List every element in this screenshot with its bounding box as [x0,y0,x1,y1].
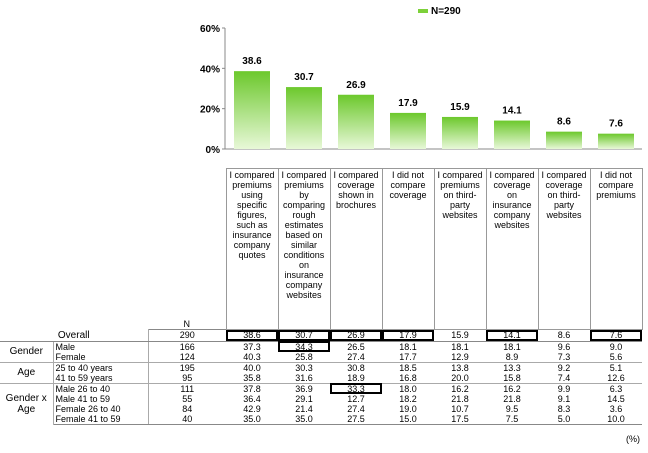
row-n-value: 95 [182,372,193,383]
bar [442,117,478,149]
row-value-cell: 8.9 [505,351,519,362]
table-row [0,414,642,425]
table-row [0,373,642,384]
row-sub-label: Female 26 to 40 [53,404,148,414]
row-group-label: Age [0,362,53,383]
bar [546,132,582,149]
row-value-cell: 29.1 [295,393,313,404]
bar-value-label: 30.7 [294,72,314,84]
row-value-cell: 15.8 [503,372,521,383]
row-value-cell: 7.4 [557,372,571,383]
row-value-cell: 20.0 [451,372,469,383]
row-value-cell: 5.6 [609,351,623,362]
row-value-cell: 13.3 [486,362,538,373]
row-value-cell: 36.4 [243,393,261,404]
y-tick-label: 0% [205,145,220,156]
row-value-cell: 37.3 [226,341,278,352]
bar [390,113,426,149]
column-header: I compared coverage shown in brochures [330,169,382,330]
row-value-cell: 17.7 [399,351,417,362]
row-value-cell: 6.3 [590,383,642,394]
row-value-cell: 9.5 [505,403,519,414]
bar [286,87,322,149]
row-sub-label: 41 to 59 years [53,373,148,384]
column-header: I compared coverage on third-party websites [538,169,590,330]
row-value-cell: 26.5 [330,341,382,352]
bar-value-label: 15.9 [450,101,470,113]
row-value-cell: 26.9 [330,330,382,342]
row-value-cell: 35.0 [278,414,330,425]
row-value-cell: 16.2 [434,383,486,394]
row-value-cell: 18.1 [434,341,486,352]
row-value-cell: 9.9 [538,383,590,394]
row-value-cell: 18.1 [382,341,434,352]
row-value-cell: 21.4 [295,403,313,414]
row-value-cell: 12.9 [451,351,469,362]
row-group-label: Overall [0,330,148,342]
legend-swatch [418,9,428,13]
bar [598,134,634,149]
table-row [0,404,642,414]
row-value-cell: 7.6 [590,330,642,342]
row-n-value: 55 [182,393,193,404]
row-value-cell: 30.8 [330,362,382,373]
row-value-cell: 12.7 [347,393,365,404]
table-row [0,330,642,342]
row-value-cell: 15.9 [434,330,486,342]
y-tick-label: 20% [199,104,220,116]
row-n-value: 124 [179,351,195,362]
row-value-cell: 42.9 [243,403,261,414]
row-value-cell: 13.8 [434,362,486,373]
bar-value-label: 26.9 [346,79,366,91]
bar-value-label: 38.6 [242,56,262,68]
table-row [0,383,642,394]
row-value-cell: 25.8 [295,351,313,362]
bar-value-label: 17.9 [398,97,418,109]
row-value-cell: 10.0 [590,414,642,425]
row-sub-label: Female [53,352,148,363]
bar-chart [0,0,648,165]
row-value-cell: 27.4 [347,403,365,414]
row-sub-label: Male 41 to 59 [53,394,148,404]
row-sub-label: Male [53,341,148,352]
row-value-cell: 7.3 [557,351,571,362]
row-value-cell: 9.2 [538,362,590,373]
table-header-row [0,169,642,330]
row-value-cell: 17.5 [434,414,486,425]
row-value-cell: 35.8 [243,372,261,383]
row-sub-label: Male 26 to 40 [53,383,148,394]
unit-note: (%) [626,434,640,444]
row-value-cell: 40.3 [243,351,261,362]
row-group-label: Gender x Age [0,383,53,424]
row-n-value: 84 [182,403,193,414]
row-value-cell: 40.0 [226,362,278,373]
row-value-cell: 33.3 [330,383,382,394]
y-tick-label: 60% [199,24,220,35]
column-header: I compared coverage on insurance company websites [486,169,538,330]
column-header: I compared premiums by comparing rough estimates based on similar conditions on insurance company websites [278,169,330,330]
bar [494,121,530,149]
row-value-cell: 18.9 [347,372,365,383]
row-value-cell: 9.0 [590,341,642,352]
row-value-cell: 9.6 [538,341,590,352]
table-row [0,362,642,373]
column-header: I compared premiums using specific figures, such as insurance company quotes [226,169,278,330]
row-value-cell: 18.2 [399,393,417,404]
row-value-cell: 18.1 [486,341,538,352]
row-value-cell: 8.3 [557,403,571,414]
row-value-cell: 5.1 [590,362,642,373]
row-n-value: 111 [148,383,226,394]
legend-label: N=290 [431,6,461,17]
legend [418,6,461,17]
row-sub-label: Female 41 to 59 [53,414,148,425]
y-tick-label: 40% [199,64,220,76]
bar [234,71,270,149]
row-sub-label: 25 to 40 years [53,362,148,373]
row-value-cell: 31.6 [295,372,313,383]
row-n-value: 290 [148,330,226,342]
bar-value-label: 14.1 [502,105,522,117]
row-value-cell: 14.5 [607,393,625,404]
table-row [0,394,642,404]
table-row [0,352,642,363]
row-value-cell: 18.0 [382,383,434,394]
row-value-cell: 9.1 [557,393,571,404]
column-header: I did not compare premiums [590,169,642,330]
row-value-cell: 35.0 [226,414,278,425]
row-group-label: Gender [0,341,53,362]
row-n-value: 195 [148,362,226,373]
header-blank [0,169,148,330]
row-value-cell: 15.0 [382,414,434,425]
row-value-cell: 17.9 [382,330,434,342]
row-value-cell: 21.8 [451,393,469,404]
row-n-value: 166 [148,341,226,352]
table-row [0,341,642,352]
row-value-cell: 30.3 [278,362,330,373]
row-value-cell: 10.7 [451,403,469,414]
column-header: I compared premiums on third-party websites [434,169,486,330]
row-value-cell: 8.6 [538,330,590,342]
row-n-value: 40 [148,414,226,425]
row-value-cell: 30.7 [278,330,330,342]
n-header: N [183,319,190,329]
row-value-cell: 16.8 [399,372,417,383]
row-value-cell: 27.4 [347,351,365,362]
bar-value-label: 7.6 [609,118,623,130]
row-value-cell: 34.3 [278,341,330,352]
row-value-cell: 3.6 [609,403,623,414]
crosstab-table [0,168,643,425]
row-value-cell: 16.2 [486,383,538,394]
row-value-cell: 19.0 [399,403,417,414]
row-value-cell: 38.6 [226,330,278,342]
row-value-cell: 27.5 [330,414,382,425]
row-value-cell: 37.8 [226,383,278,394]
row-value-cell: 12.6 [607,372,625,383]
row-value-cell: 5.0 [538,414,590,425]
column-header: I did not compare coverage [382,169,434,330]
row-value-cell: 36.9 [278,383,330,394]
bar-value-label: 8.6 [557,116,571,128]
bar [338,95,374,149]
row-value-cell: 14.1 [486,330,538,342]
row-value-cell: 7.5 [486,414,538,425]
row-value-cell: 18.5 [382,362,434,373]
row-value-cell: 21.8 [503,393,521,404]
